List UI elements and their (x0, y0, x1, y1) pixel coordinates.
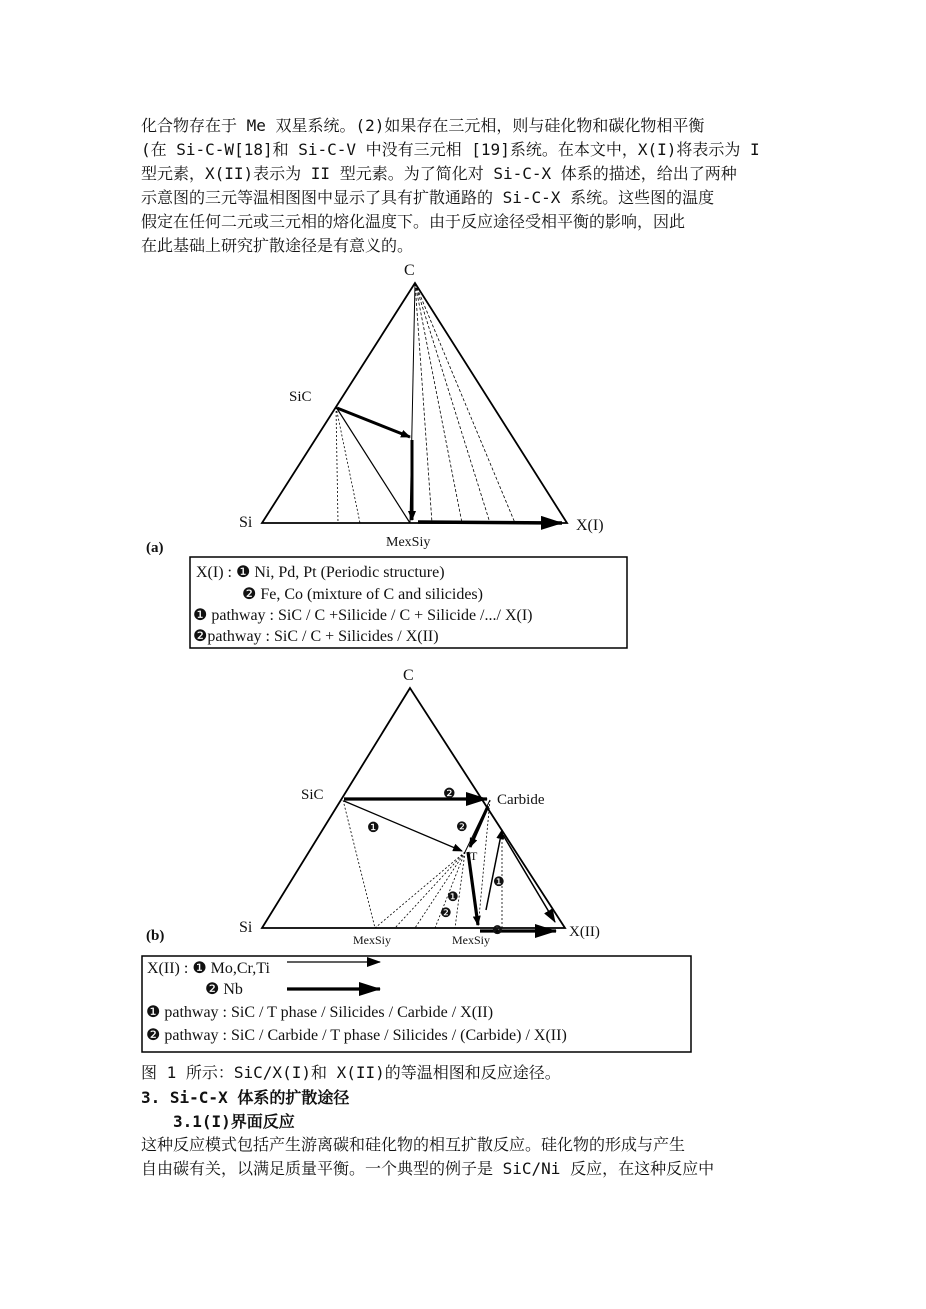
sic-label: SiC (289, 389, 312, 405)
mexsiy-label: MexSiy (386, 535, 431, 550)
carbide-label: Carbide (497, 792, 545, 808)
pathway-arrow (337, 408, 410, 437)
section-heading: 3. Si-C-X 体系的扩散途径 (141, 1088, 350, 1107)
pathway-arrow (503, 835, 555, 922)
legend-line: ❶ pathway : SiC / T phase / Silicides / Carbide / X(II) (146, 1004, 494, 1021)
sic-label: SiC (301, 787, 324, 803)
tie-line (343, 800, 375, 928)
diagram-a (146, 262, 604, 556)
diagram-b (146, 667, 600, 947)
pathway-marker: ❷ (492, 923, 503, 937)
pathway-marker: ❶ (367, 821, 380, 836)
pathway-arrow (418, 522, 562, 523)
vertex-label-c: C (403, 667, 414, 684)
pathway-marker: ❷ (456, 819, 468, 834)
vertex-label-x: X(II) (569, 924, 600, 940)
text-line: (在 Si-C-W[18]和 Si-C-V 中没有三元相 [19]系统。在本文中，X(I)将表示为 I (141, 140, 760, 159)
text-line: 假定在任何二元或三元相的熔化温度下。由于反应途径受相平衡的影响，因此 (141, 212, 686, 231)
panel-label-a: (a) (146, 540, 164, 556)
legend-line: X(II) : ❶ Mo,Cr,Ti (147, 960, 270, 977)
pathway-marker: ❷ (443, 787, 456, 802)
pathway-marker: ❷ (440, 905, 452, 920)
pathway-arrow (470, 806, 488, 847)
tie-line (336, 407, 360, 523)
figure-caption: 图 1 所示：SiC/X(I)和 X(II)的等温相图和反应途径。 (141, 1063, 561, 1082)
vertex-label-si: Si (239, 919, 253, 936)
panel-label-b: (b) (146, 928, 165, 944)
body-paragraph (141, 1133, 714, 1181)
tie-line (336, 407, 410, 523)
legend-line: ❷ Fe, Co (mixture of C and silicides) (242, 586, 483, 603)
mexsiy-label: MexSiy (452, 933, 491, 947)
t-phase-label: T (470, 849, 478, 863)
legend-a (190, 557, 627, 648)
tie-line (415, 283, 432, 523)
legend-line: ❷pathway : SiC / C + Silicides / X(II) (193, 628, 439, 645)
text-line: 自由碳有关，以满足质量平衡。一个典型的例子是 SiC/Ni 反应，在这种反应中 (141, 1159, 715, 1178)
vertex-label-c: C (404, 262, 415, 279)
legend-line: ❷ Nb (205, 981, 243, 998)
text-line: 这种反应模式包括产生游离碳和硅化物的相互扩散反应。硅化物的形成与产生 (141, 1135, 686, 1154)
tie-line (415, 283, 490, 523)
text-line: 型元素，X(II)表示为 II 型元素。为了简化对 Si-C-X 体系的描述，给出了两种 (141, 164, 737, 183)
tie-line (336, 407, 338, 523)
legend-line: X(I) : ❶ Ni, Pd, Pt (Periodic structure) (196, 564, 445, 581)
legend-line: ❶ pathway : SiC / C +Silicide / C + Silicide /.../ X(I) (193, 607, 533, 624)
pathway-marker: ❶ (493, 874, 505, 889)
pathway-arrow (344, 801, 462, 851)
vertex-label-x: X(I) (576, 517, 604, 534)
mexsiy-label: MexSiy (353, 933, 392, 947)
tie-line (478, 800, 490, 928)
text-line: 化合物存在于 Me 双星系统。(2)如果存在三元相，则与硅化物和碳化物相平衡 (141, 116, 705, 135)
subsection-heading: 3.1(I)界面反应 (173, 1112, 295, 1131)
triangle-outline-b (262, 688, 565, 928)
text-line: 示意图的三元等温相图图中显示了具有扩散通路的 Si-C-X 系统。这些图的温度 (141, 188, 715, 207)
tie-line (415, 283, 515, 523)
vertex-label-si: Si (239, 514, 253, 531)
pathway-marker: ❶ (447, 889, 459, 904)
legend-line: ❷ pathway : SiC / Carbide / T phase / Silicides / (Carbide) / X(II) (146, 1027, 567, 1044)
text-line: 在此基础上研究扩散途径是有意义的。 (141, 236, 414, 255)
pathway-arrow (486, 830, 502, 910)
legend-b (142, 956, 691, 1052)
